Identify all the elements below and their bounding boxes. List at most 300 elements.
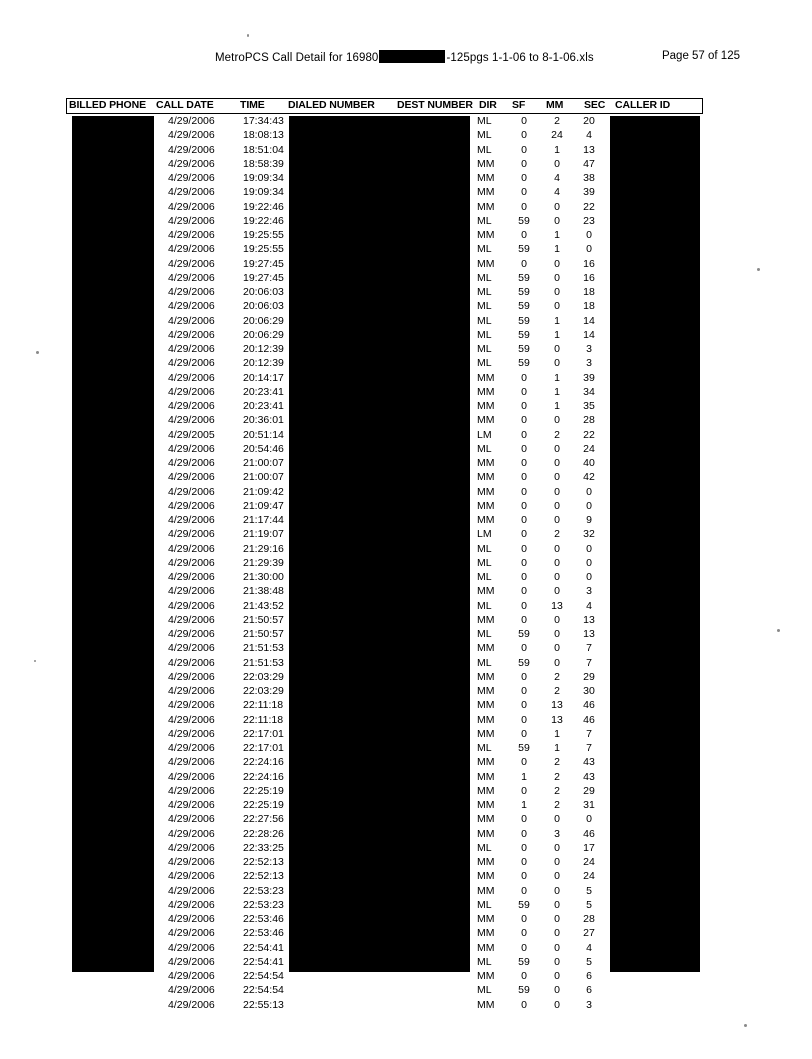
sf-cell: 0: [521, 115, 527, 127]
dir-cell: MM: [477, 913, 495, 925]
table-row: [0, 713, 812, 727]
dir-cell: MM: [477, 485, 495, 498]
dir-cell: ML: [477, 343, 492, 355]
sec-cell: 39: [583, 371, 595, 384]
mm-cell: 0: [554, 571, 560, 583]
scan-speck: [36, 351, 39, 354]
sec-cell: 32: [583, 528, 595, 541]
sf-cell: 0: [521, 756, 527, 769]
time-cell: 22:17:01: [243, 742, 284, 754]
sf-cell: 0: [521, 913, 527, 925]
table-row: [0, 470, 812, 484]
sec-cell: 14: [583, 328, 595, 341]
sec-cell: 0: [586, 571, 592, 583]
call-date-cell: 4/29/2006: [168, 129, 215, 142]
time-cell: 19:25:55: [243, 229, 284, 241]
dir-cell: MM: [477, 870, 495, 883]
sec-cell: 24: [583, 870, 595, 883]
time-cell: 21:29:16: [243, 542, 284, 555]
sec-cell: 3: [586, 357, 592, 370]
call-date-cell: 4/29/2006: [168, 984, 215, 997]
call-date-cell: 4/29/2006: [168, 542, 215, 555]
sf-cell: 0: [521, 870, 527, 883]
table-row: [0, 627, 812, 641]
sec-cell: 46: [583, 699, 595, 712]
time-cell: 21:51:53: [243, 656, 284, 669]
table-row: [0, 570, 812, 584]
mm-cell: 2: [554, 685, 560, 697]
call-date-cell: 4/29/2006: [168, 186, 215, 199]
sec-cell: 3: [586, 343, 592, 355]
call-date-cell: 4/29/2006: [168, 884, 215, 897]
table-row: [0, 656, 812, 670]
table-row: [0, 855, 812, 869]
table-row: [0, 128, 812, 142]
time-cell: 21:09:42: [243, 485, 284, 498]
sf-cell: 0: [521, 371, 527, 384]
sf-cell: 0: [521, 856, 527, 868]
mm-cell: 1: [554, 371, 560, 384]
table-row: [0, 513, 812, 527]
call-date-cell: 4/29/2006: [168, 115, 215, 127]
sf-cell: 1: [521, 770, 527, 783]
dir-cell: MM: [477, 970, 495, 982]
sf-cell: 0: [521, 200, 527, 213]
table-row: [0, 200, 812, 214]
sec-cell: 28: [583, 913, 595, 925]
time-cell: 22:24:16: [243, 756, 284, 769]
sf-cell: 0: [521, 186, 527, 199]
table-row: [0, 356, 812, 370]
dir-cell: LM: [477, 528, 492, 541]
sf-cell: 59: [518, 357, 530, 370]
mm-cell: 1: [554, 143, 560, 156]
call-date-cell: 4/29/2006: [168, 585, 215, 598]
call-date-cell: 4/29/2006: [168, 998, 215, 1011]
sec-cell: 5: [586, 955, 592, 968]
call-date-cell: 4/29/2006: [168, 656, 215, 669]
time-cell: 18:51:04: [243, 143, 284, 156]
sf-cell: 59: [518, 898, 530, 911]
sf-cell: 0: [521, 642, 527, 655]
table-row: [0, 599, 812, 613]
table-row: [0, 542, 812, 556]
dir-cell: MM: [477, 400, 495, 412]
column-header-sec: SEC: [584, 99, 606, 111]
mm-cell: 2: [554, 115, 560, 127]
dir-cell: MM: [477, 457, 495, 469]
table-row: [0, 698, 812, 712]
time-cell: 17:34:43: [243, 115, 284, 127]
call-date-cell: 4/29/2006: [168, 756, 215, 769]
sf-cell: 0: [521, 699, 527, 712]
table-row: [0, 171, 812, 185]
call-date-cell: 4/29/2005: [168, 428, 215, 441]
time-cell: 21:38:48: [243, 585, 284, 598]
document-title-suffix: -125pgs 1-1-06 to 8-1-06.xls: [446, 52, 594, 64]
time-cell: 22:11:18: [243, 699, 284, 712]
call-date-cell: 4/29/2006: [168, 642, 215, 655]
dir-cell: ML: [477, 442, 492, 455]
table-header-frame: [66, 98, 703, 114]
sf-cell: 0: [521, 528, 527, 541]
sec-cell: 16: [583, 257, 595, 270]
sec-cell: 13: [583, 143, 595, 156]
table-row: [0, 314, 812, 328]
mm-cell: 0: [554, 286, 560, 298]
time-cell: 20:12:39: [243, 357, 284, 370]
time-cell: 19:22:46: [243, 214, 284, 227]
sec-cell: 34: [583, 385, 595, 398]
mm-cell: 2: [554, 799, 560, 811]
time-cell: 18:58:39: [243, 157, 284, 170]
dir-cell: MM: [477, 642, 495, 655]
sec-cell: 35: [583, 400, 595, 412]
dir-cell: MM: [477, 186, 495, 199]
dir-cell: MM: [477, 713, 495, 726]
column-header-billed-phone: BILLED PHONE: [69, 99, 146, 111]
sf-cell: 59: [518, 742, 530, 754]
table-row: [0, 969, 812, 983]
mm-cell: 0: [554, 200, 560, 213]
sec-cell: 46: [583, 713, 595, 726]
call-date-cell: 4/29/2006: [168, 400, 215, 412]
scan-speck: [777, 629, 780, 632]
time-cell: 21:50:57: [243, 628, 284, 640]
time-cell: 22:54:41: [243, 955, 284, 968]
table-row: [0, 257, 812, 271]
table-row: [0, 684, 812, 698]
call-date-cell: 4/29/2006: [168, 556, 215, 569]
dir-cell: MM: [477, 756, 495, 769]
sf-cell: 59: [518, 984, 530, 997]
dir-cell: MM: [477, 685, 495, 697]
sf-cell: 0: [521, 400, 527, 412]
time-cell: 21:30:00: [243, 571, 284, 583]
sf-cell: 59: [518, 286, 530, 298]
mm-cell: 1: [554, 243, 560, 256]
mm-cell: 0: [554, 984, 560, 997]
dir-cell: ML: [477, 314, 492, 327]
call-date-cell: 4/29/2006: [168, 257, 215, 270]
dir-cell: ML: [477, 571, 492, 583]
call-date-cell: 4/29/2006: [168, 841, 215, 854]
table-row: [0, 157, 812, 171]
dir-cell: ML: [477, 656, 492, 669]
document-title-prefix: MetroPCS Call Detail for 16980: [215, 52, 379, 64]
table-row: [0, 214, 812, 228]
mm-cell: 2: [554, 770, 560, 783]
dir-cell: MM: [477, 499, 495, 512]
sec-cell: 28: [583, 414, 595, 427]
sf-cell: 0: [521, 556, 527, 569]
sf-cell: 0: [521, 571, 527, 583]
call-date-cell: 4/29/2006: [168, 813, 215, 826]
time-cell: 22:52:13: [243, 856, 284, 868]
dir-cell: MM: [477, 827, 495, 840]
mm-cell: 0: [554, 585, 560, 598]
time-cell: 22:53:23: [243, 898, 284, 911]
sf-cell: 0: [521, 542, 527, 555]
table-row: [0, 641, 812, 655]
table-row: [0, 342, 812, 356]
call-date-cell: 4/29/2006: [168, 314, 215, 327]
call-date-cell: 4/29/2006: [168, 214, 215, 227]
sf-cell: 59: [518, 243, 530, 256]
mm-cell: 0: [554, 414, 560, 427]
call-date-cell: 4/29/2006: [168, 357, 215, 370]
mm-cell: 0: [554, 457, 560, 469]
dir-cell: ML: [477, 115, 492, 127]
time-cell: 21:17:44: [243, 514, 284, 526]
call-date-cell: 4/29/2006: [168, 970, 215, 982]
table-row: [0, 841, 812, 855]
sec-cell: 4: [586, 129, 592, 142]
sec-cell: 0: [586, 499, 592, 512]
dir-cell: MM: [477, 371, 495, 384]
sec-cell: 7: [586, 727, 592, 740]
sec-cell: 39: [583, 186, 595, 199]
table-row: [0, 955, 812, 969]
mm-cell: 0: [554, 271, 560, 284]
call-date-cell: 4/29/2006: [168, 742, 215, 754]
sf-cell: 0: [521, 713, 527, 726]
dir-cell: ML: [477, 542, 492, 555]
table-row: [0, 584, 812, 598]
time-cell: 21:00:07: [243, 457, 284, 469]
dir-cell: ML: [477, 271, 492, 284]
time-cell: 22:25:19: [243, 784, 284, 797]
time-cell: 21:19:07: [243, 528, 284, 541]
sf-cell: 59: [518, 343, 530, 355]
dir-cell: MM: [477, 998, 495, 1011]
mm-cell: 0: [554, 656, 560, 669]
mm-cell: 0: [554, 841, 560, 854]
call-date-cell: 4/29/2006: [168, 243, 215, 256]
sec-cell: 24: [583, 856, 595, 868]
mm-cell: 2: [554, 784, 560, 797]
call-date-cell: 4/29/2006: [168, 870, 215, 883]
dir-cell: ML: [477, 286, 492, 298]
sf-cell: 0: [521, 841, 527, 854]
sec-cell: 0: [586, 243, 592, 256]
sf-cell: 1: [521, 799, 527, 811]
dir-cell: MM: [477, 200, 495, 213]
sf-cell: 59: [518, 328, 530, 341]
sec-cell: 30: [583, 685, 595, 697]
mm-cell: 0: [554, 471, 560, 484]
table-row: [0, 770, 812, 784]
sf-cell: 0: [521, 727, 527, 740]
table-row: [0, 371, 812, 385]
sf-cell: 0: [521, 613, 527, 626]
dir-cell: MM: [477, 414, 495, 427]
dir-cell: MM: [477, 471, 495, 484]
sec-cell: 6: [586, 984, 592, 997]
time-cell: 22:54:54: [243, 984, 284, 997]
sf-cell: 0: [521, 599, 527, 612]
mm-cell: 0: [554, 970, 560, 982]
sec-cell: 6: [586, 970, 592, 982]
sf-cell: 0: [521, 998, 527, 1011]
sf-cell: 59: [518, 656, 530, 669]
sec-cell: 7: [586, 742, 592, 754]
time-cell: 19:27:45: [243, 257, 284, 270]
call-date-cell: 4/29/2006: [168, 613, 215, 626]
mm-cell: 2: [554, 428, 560, 441]
mm-cell: 1: [554, 314, 560, 327]
call-date-cell: 4/29/2006: [168, 300, 215, 313]
sec-cell: 43: [583, 756, 595, 769]
table-row: [0, 983, 812, 997]
sf-cell: 0: [521, 471, 527, 484]
table-row: [0, 869, 812, 883]
sec-cell: 0: [586, 813, 592, 826]
sf-cell: 0: [521, 927, 527, 940]
page-number: Page 57 of 125: [661, 50, 740, 62]
call-date-cell: 4/29/2006: [168, 343, 215, 355]
time-cell: 22:03:29: [243, 670, 284, 683]
sec-cell: 27: [583, 927, 595, 940]
time-cell: 22:28:26: [243, 827, 284, 840]
sf-cell: 0: [521, 884, 527, 897]
redaction-title-phone: [379, 50, 445, 63]
mm-cell: 0: [554, 157, 560, 170]
dir-cell: ML: [477, 243, 492, 256]
time-cell: 20:06:29: [243, 328, 284, 341]
time-cell: 21:09:47: [243, 499, 284, 512]
sec-cell: 4: [586, 599, 592, 612]
dir-cell: MM: [477, 585, 495, 598]
sec-cell: 0: [586, 485, 592, 498]
dir-cell: MM: [477, 784, 495, 797]
table-row: [0, 299, 812, 313]
time-cell: 19:22:46: [243, 200, 284, 213]
call-date-cell: 4/29/2006: [168, 143, 215, 156]
sf-cell: 0: [521, 157, 527, 170]
time-cell: 22:11:18: [243, 713, 284, 726]
dir-cell: ML: [477, 214, 492, 227]
dir-cell: ML: [477, 556, 492, 569]
time-cell: 21:29:39: [243, 556, 284, 569]
table-row: [0, 413, 812, 427]
table-row: [0, 670, 812, 684]
table-row: [0, 442, 812, 456]
table-row: [0, 898, 812, 912]
time-cell: 20:06:03: [243, 286, 284, 298]
call-date-cell: 4/29/2006: [168, 571, 215, 583]
dir-cell: MM: [477, 699, 495, 712]
mm-cell: 0: [554, 613, 560, 626]
mm-cell: 0: [554, 998, 560, 1011]
sf-cell: 0: [521, 813, 527, 826]
table-row: [0, 185, 812, 199]
table-row: [0, 941, 812, 955]
call-date-cell: 4/29/2006: [168, 827, 215, 840]
sf-cell: 0: [521, 485, 527, 498]
time-cell: 20:23:41: [243, 385, 284, 398]
dir-cell: MM: [477, 613, 495, 626]
dir-cell: MM: [477, 799, 495, 811]
sec-cell: 13: [583, 628, 595, 640]
time-cell: 21:00:07: [243, 471, 284, 484]
sf-cell: 0: [521, 172, 527, 184]
call-date-cell: 4/29/2006: [168, 770, 215, 783]
dir-cell: MM: [477, 157, 495, 170]
mm-cell: 0: [554, 642, 560, 655]
call-date-cell: 4/29/2006: [168, 271, 215, 284]
table-row: [0, 998, 812, 1012]
sec-cell: 3: [586, 585, 592, 598]
call-date-cell: 4/29/2006: [168, 442, 215, 455]
sec-cell: 31: [583, 799, 595, 811]
sec-cell: 3: [586, 998, 592, 1011]
sf-cell: 59: [518, 271, 530, 284]
sec-cell: 7: [586, 656, 592, 669]
sf-cell: 0: [521, 457, 527, 469]
dir-cell: ML: [477, 742, 492, 754]
call-date-cell: 4/29/2006: [168, 371, 215, 384]
sf-cell: 59: [518, 214, 530, 227]
sf-cell: 0: [521, 229, 527, 241]
time-cell: 20:12:39: [243, 343, 284, 355]
call-date-cell: 4/29/2006: [168, 670, 215, 683]
mm-cell: 0: [554, 628, 560, 640]
column-header-call-date: CALL DATE: [156, 99, 214, 111]
sf-cell: 0: [521, 428, 527, 441]
sf-cell: 0: [521, 414, 527, 427]
mm-cell: 0: [554, 941, 560, 954]
dir-cell: MM: [477, 257, 495, 270]
scan-speck: [34, 660, 36, 662]
table-row: [0, 556, 812, 570]
time-cell: 20:14:17: [243, 371, 284, 384]
time-cell: 22:53:46: [243, 927, 284, 940]
sf-cell: 0: [521, 514, 527, 526]
document-title: [215, 50, 594, 64]
table-row: [0, 499, 812, 513]
sec-cell: 43: [583, 770, 595, 783]
table-row: [0, 827, 812, 841]
dir-cell: ML: [477, 328, 492, 341]
time-cell: 22:53:23: [243, 884, 284, 897]
table-row: [0, 271, 812, 285]
dir-cell: MM: [477, 514, 495, 526]
column-header-sf: SF: [512, 99, 526, 111]
dir-cell: MM: [477, 884, 495, 897]
table-row: [0, 912, 812, 926]
call-date-cell: 4/29/2006: [168, 628, 215, 640]
call-date-cell: 4/29/2006: [168, 414, 215, 427]
sec-cell: 18: [583, 300, 595, 313]
dir-cell: MM: [477, 856, 495, 868]
sec-cell: 23: [583, 214, 595, 227]
sf-cell: 0: [521, 499, 527, 512]
call-date-cell: 4/29/2006: [168, 941, 215, 954]
time-cell: 19:25:55: [243, 243, 284, 256]
sec-cell: 9: [586, 514, 592, 526]
sec-cell: 5: [586, 884, 592, 897]
sf-cell: 0: [521, 827, 527, 840]
call-date-cell: 4/29/2006: [168, 856, 215, 868]
sec-cell: 42: [583, 471, 595, 484]
sf-cell: 59: [518, 628, 530, 640]
table-row: [0, 114, 812, 128]
time-cell: 18:08:13: [243, 129, 284, 142]
sf-cell: 0: [521, 970, 527, 982]
table-row: [0, 385, 812, 399]
call-date-cell: 4/29/2006: [168, 200, 215, 213]
